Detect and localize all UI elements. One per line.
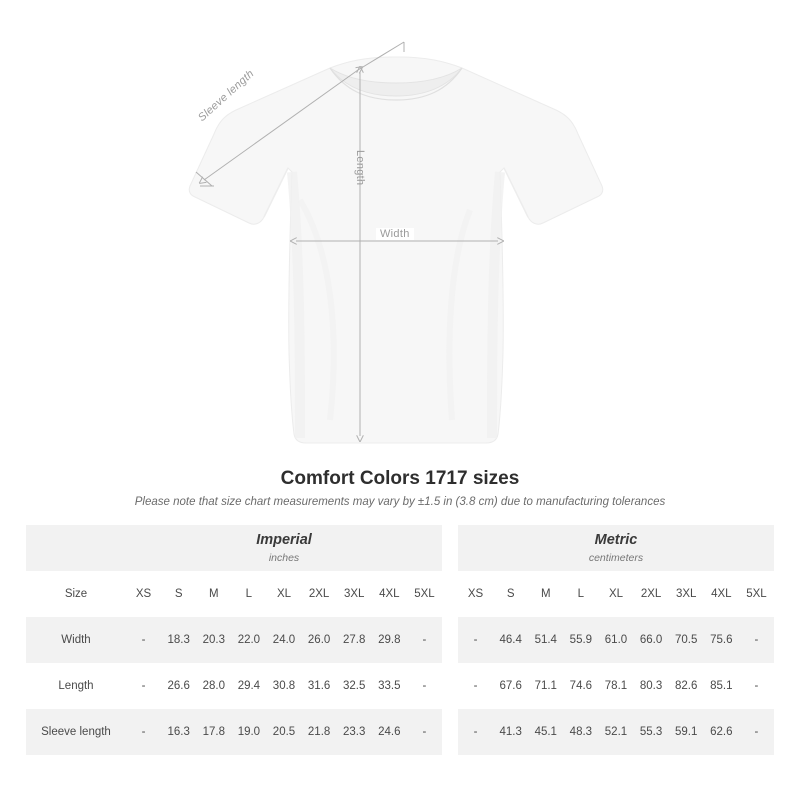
cell-width-imperial-xs: -	[126, 617, 161, 663]
size-header-imperial-3xl: 3XL	[337, 571, 372, 617]
size-table-wrapper	[0, 525, 800, 755]
cell-sleeve-metric-2xl: 55.3	[634, 709, 669, 755]
size-header-metric-2xl: 2XL	[634, 571, 669, 617]
unit-name-imperial: Imperial	[256, 532, 312, 549]
cell-width-metric-4xl: 75.6	[704, 617, 739, 663]
cell-length-imperial-m: 28.0	[196, 663, 231, 709]
table-size-header-row	[26, 571, 774, 617]
size-header-imperial-s: S	[161, 571, 196, 617]
cell-width-imperial-xl: 24.0	[266, 617, 301, 663]
size-header-metric-4xl: 4XL	[704, 571, 739, 617]
cell-length-imperial-s: 26.6	[161, 663, 196, 709]
cell-length-imperial-xl: 30.8	[266, 663, 301, 709]
width-label: Width	[376, 228, 414, 240]
title-block	[0, 468, 800, 508]
size-header-imperial-m: M	[196, 571, 231, 617]
cell-width-metric-m: 51.4	[528, 617, 563, 663]
cell-length-imperial-4xl: 33.5	[372, 663, 407, 709]
size-header-imperial-xs: XS	[126, 571, 161, 617]
cell-width-metric-s: 46.4	[493, 617, 528, 663]
unit-sub-imperial: inches	[268, 551, 300, 564]
cell-length-imperial-2xl: 31.6	[302, 663, 337, 709]
unit-header-spacer	[26, 525, 126, 571]
size-header-metric-xl: XL	[598, 571, 633, 617]
cell-width-imperial-4xl: 29.8	[372, 617, 407, 663]
cell-width-metric-5xl: -	[739, 617, 774, 663]
cell-sleeve-metric-l: 48.3	[563, 709, 598, 755]
cell-length-imperial-3xl: 32.5	[337, 663, 372, 709]
cell-sleeve-imperial-5xl: -	[407, 709, 442, 755]
sleeve-length-label: Sleeve length	[196, 67, 257, 124]
cell-sleeve-imperial-s: 16.3	[161, 709, 196, 755]
unit-name-metric: Metric	[594, 532, 638, 549]
cell-width-imperial-s: 18.3	[161, 617, 196, 663]
cell-width-imperial-3xl: 27.8	[337, 617, 372, 663]
cell-sleeve-metric-4xl: 62.6	[704, 709, 739, 755]
cell-width-imperial-2xl: 26.0	[302, 617, 337, 663]
cell-width-metric-xs: -	[458, 617, 493, 663]
cell-width-metric-xl: 61.0	[598, 617, 633, 663]
cell-width-metric-l: 55.9	[563, 617, 598, 663]
cell-sleeve-imperial-m: 17.8	[196, 709, 231, 755]
cell-sleeve-metric-xs: -	[458, 709, 493, 755]
size-header-imperial-l: L	[231, 571, 266, 617]
page-title: Comfort Colors 1717 sizes	[280, 468, 520, 489]
cell-width-imperial-m: 20.3	[196, 617, 231, 663]
size-table	[26, 525, 774, 755]
size-column-header: Size	[26, 571, 126, 617]
table-row	[26, 617, 774, 663]
cell-sleeve-imperial-l: 19.0	[231, 709, 266, 755]
table-row	[26, 663, 774, 709]
cell-sleeve-imperial-xs: -	[126, 709, 161, 755]
cell-sleeve-metric-s: 41.3	[493, 709, 528, 755]
size-header-gap	[442, 571, 458, 617]
cell-length-metric-2xl: 80.3	[634, 663, 669, 709]
row-gap-length	[442, 663, 458, 709]
cell-sleeve-metric-xl: 52.1	[598, 709, 633, 755]
cell-length-metric-5xl: -	[739, 663, 774, 709]
row-gap-sleeve	[442, 709, 458, 755]
unit-header-gap	[442, 525, 458, 571]
cell-length-metric-xl: 78.1	[598, 663, 633, 709]
size-header-imperial-xl: XL	[266, 571, 301, 617]
cell-width-metric-2xl: 66.0	[634, 617, 669, 663]
tshirt-shape	[189, 57, 603, 443]
cell-length-metric-3xl: 82.6	[669, 663, 704, 709]
size-header-imperial-2xl: 2XL	[302, 571, 337, 617]
row-label-length: Length	[26, 663, 126, 709]
cell-length-metric-s: 67.6	[493, 663, 528, 709]
cell-sleeve-metric-5xl: -	[739, 709, 774, 755]
cell-length-metric-m: 71.1	[528, 663, 563, 709]
length-label: Length	[354, 150, 366, 186]
cell-width-imperial-5xl: -	[407, 617, 442, 663]
cell-sleeve-imperial-4xl: 24.6	[372, 709, 407, 755]
row-gap-width	[442, 617, 458, 663]
table-row	[26, 709, 774, 755]
size-header-metric-s: S	[493, 571, 528, 617]
cell-sleeve-metric-m: 45.1	[528, 709, 563, 755]
cell-sleeve-imperial-3xl: 23.3	[337, 709, 372, 755]
unit-header-imperial	[126, 525, 442, 571]
cell-length-metric-l: 74.6	[563, 663, 598, 709]
size-header-metric-m: M	[528, 571, 563, 617]
table-unit-header-row	[26, 525, 774, 571]
cell-width-imperial-l: 22.0	[231, 617, 266, 663]
cell-length-metric-xs: -	[458, 663, 493, 709]
size-header-metric-l: L	[563, 571, 598, 617]
cell-sleeve-imperial-xl: 20.5	[266, 709, 301, 755]
row-label-sleeve-length: Sleeve length	[26, 709, 126, 755]
size-header-imperial-5xl: 5XL	[407, 571, 442, 617]
tolerance-note: Please note that size chart measurements may vary by ±1.5 in (3.8 cm) due to manufacturing tolerances	[134, 496, 666, 508]
cell-length-metric-4xl: 85.1	[704, 663, 739, 709]
size-header-metric-xs: XS	[458, 571, 493, 617]
cell-length-imperial-xs: -	[126, 663, 161, 709]
row-label-width: Width	[26, 617, 126, 663]
cell-sleeve-imperial-2xl: 21.8	[302, 709, 337, 755]
unit-sub-metric: centimeters	[588, 551, 644, 564]
size-header-metric-3xl: 3XL	[669, 571, 704, 617]
cell-sleeve-metric-3xl: 59.1	[669, 709, 704, 755]
size-header-metric-5xl: 5XL	[739, 571, 774, 617]
size-header-imperial-4xl: 4XL	[372, 571, 407, 617]
unit-header-metric	[458, 525, 774, 571]
cell-width-metric-3xl: 70.5	[669, 617, 704, 663]
cell-length-imperial-5xl: -	[407, 663, 442, 709]
cell-length-imperial-l: 29.4	[231, 663, 266, 709]
